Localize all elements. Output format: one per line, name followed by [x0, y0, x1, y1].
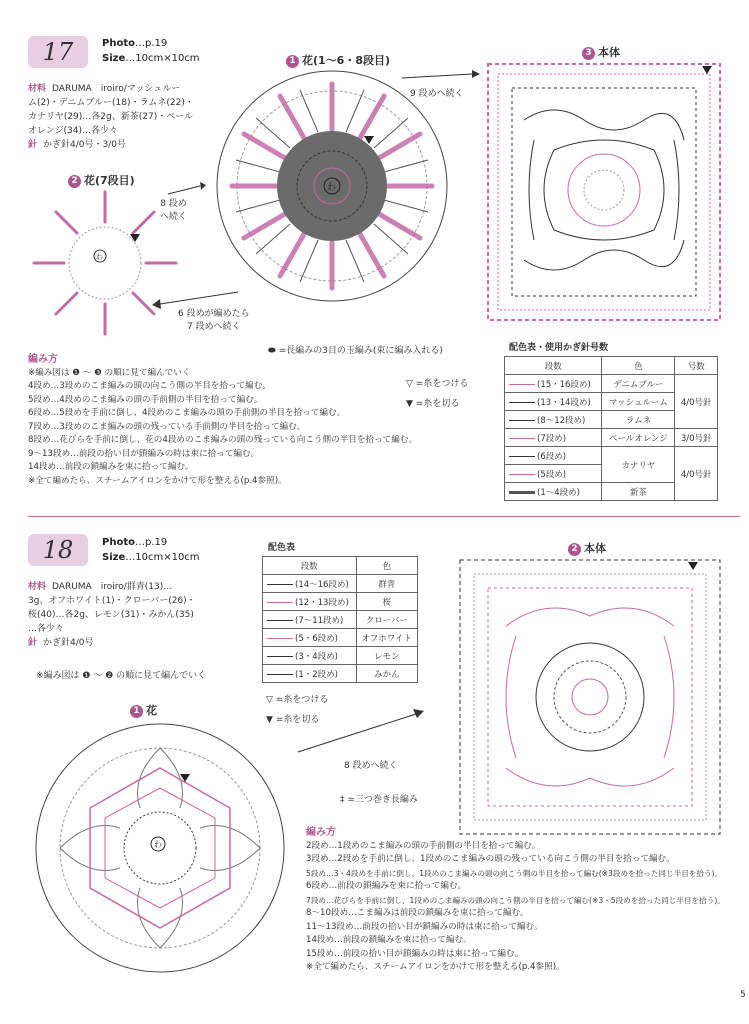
color-table-18: 段数 色 (14〜16段め) 群青 (12・13段め) 桜 (7〜11段め) クローバー (5・6段め) オフホワイト (3・4段め) レモン (1・2段め) みかん [262, 556, 418, 683]
arrow-right-icon [166, 180, 206, 200]
flower1-diagram [214, 68, 450, 304]
color-table-17: 段数 色 号数 (15・16段め) デニムブルー 4/0号針 (13・14段め) マッシュルーム (8〜12段め) ラムネ (7段め) ペールオレンジ 3/0号針 (6段め) カナリヤ 4/0号針 (5段め) (1〜4段め) 新茶 [504, 356, 718, 501]
flower-title-18: 1 花 [130, 702, 157, 718]
size-ref: Size…10cm×10cm [102, 53, 200, 64]
pattern-number-18: 18 [28, 534, 88, 566]
legend-triple-18: ‡ =三つ巻き長編み [340, 795, 418, 805]
join-yarn-icon: ▽ [406, 379, 413, 389]
arrow-right-icon [296, 706, 426, 756]
legend-bobble: ⬬ =長編みの3目の玉編み(束に編み入れる) [268, 346, 443, 356]
order-note-18: ※編み図は ❶ 〜 ❷ の順に見て編んでいく [36, 671, 207, 681]
body-title: 3 本体 [582, 44, 620, 60]
section-divider [28, 516, 740, 517]
bobble-stitch-icon: ⬬ [268, 346, 276, 356]
size-ref-18: Size…10cm×10cm [102, 552, 200, 563]
legend-join-18: ▽ =糸をつける [266, 695, 329, 705]
legend-cut-18: ▼ =糸を切る [266, 715, 320, 725]
cut-yarn-icon: ▼ [406, 399, 413, 409]
svg-text:わ: わ [154, 840, 162, 849]
method-18: 編み方 2段め…1段めのこま編みの頭の手前側の半目を拾って編む。 3段め…2段めを手前に倒し、1段めのこま編みの頭の残っている向こう側の半目を拾って編む。 5段め…3・4段めを手前に倒し、1段めのこま編みの頭の向こう側の半目を拾って編む(※3段めを拾った同じ半目を拾う)。 6段め…前段の鎖編みを束に拾って編む。 7段め…花びらを手前に倒し、1段めのこま編みの頭の向こう側の半目を拾って編む(※3・5段めを拾った同じ半目を拾う)。 8〜10段め…こま編みは前段の鎖編みを束に拾って編む。 11〜13段め…前段の拾い目が鎖編みの時は束に拾って編む。 14段め…前段の鎖編みを束に拾って編む。 15段め…前段の拾い目が鎖編みの時は束に拾って編む。 ※全て編めたら、スチームアイロンをかけて形を整える(p.4参照)。 [306, 827, 725, 972]
flower1-title: 1 花(1〜6・8段目) [286, 52, 390, 68]
body-diagram-18 [456, 556, 724, 838]
pattern-number-17: 17 [28, 36, 88, 68]
materials-18: 材料 DARUMA iroiro/群青(13)… 3g、オフホワイト(1)・クローバー(26)・ 桜(40)…各2g、レモン(31)・みかん(35) …各少々 針 かぎ針4/0号 [28, 582, 196, 648]
cut-yarn-icon: ▼ [266, 715, 273, 725]
photo-ref: Photo…p.19 [102, 38, 168, 49]
method-17: 編み方 ※編み図は ❶ 〜 ❸ の順に見て編んでいく 4段め…3段めのこま編みの頭の向こう側の半目を拾って編む。 5段め…4段めのこま編みの頭の手前側の半目を拾って編む。 6段め…5段めを手前に倒し、4段めのこま編みの頭の手前側の半目を拾って編む。 7段め…3段めのこま編みの頭の残っている手前側の半目を拾って編む。 8段め…花びらを手前に倒し、花の4段めのこま編みの頭の残っている向こう側の半目を拾って編む。 9〜13段め…前段の拾い目が鎖編みの時は束に拾って編む。 14段め…前段の鎖編みを束に拾って編む。 ※全て編めたら、スチームアイロンをかけて形を整える(p.4参照)。 [28, 354, 418, 486]
materials: 材料 DARUMA iroiro/マッシュルー ム(2)・デニムブルー(18)・ラムネ(22)・ カナリヤ(29)…各2g、新茶(27)・ペール オレンジ(34)…各少々 針 かぎ針4/0号・3/0号 [28, 84, 194, 150]
arrow-right-icon [400, 66, 480, 84]
arrow-note-6: 6 段めが編めたら 7 段めへ続く [178, 309, 250, 332]
triple-treble-icon: ‡ [340, 795, 345, 805]
arrow-note-8-18: 8 段めへ続く [344, 761, 398, 771]
arrow-note-9: 9 段めへ続く [410, 89, 464, 99]
photo-ref-18: Photo…p.19 [102, 537, 168, 548]
body-diagram-17 [484, 60, 724, 324]
flower-diagram-18 [30, 718, 290, 980]
arrow-left-icon [150, 290, 240, 310]
color-table-title-17: 配色表・使用かぎ針号数 [509, 343, 609, 353]
arrow-note-8: 8 段め へ続く [160, 199, 188, 222]
legend-join: ▽ =糸をつける [406, 379, 469, 389]
svg-text:わ: わ [327, 183, 337, 193]
legend-cut: ▼ =糸を切る [406, 399, 460, 409]
svg-text:わ: わ [96, 253, 103, 261]
join-yarn-icon: ▽ [266, 695, 273, 705]
color-table-title-18: 配色表 [268, 543, 296, 553]
flower7-diagram [30, 188, 180, 338]
flower7-title: 2 花(7段目) [68, 172, 135, 188]
body-title-18: 2 本体 [568, 540, 606, 556]
page-number: 5 [740, 990, 746, 1000]
